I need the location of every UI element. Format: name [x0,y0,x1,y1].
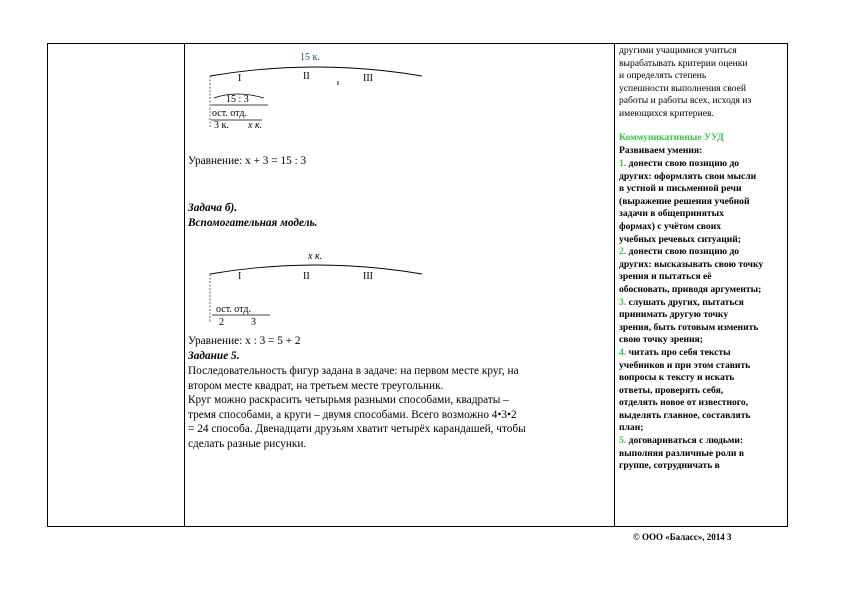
uud-items [614,158,763,473]
uud-item-text: выделять главное, составлять [619,409,751,421]
uud-item-text: группе, сотрудничать в [619,460,720,472]
uud-item-text: отделять новое от известного, [619,397,749,409]
uud-item-line [614,259,763,272]
uud-item-text: других: оформлять свои мысли [619,170,757,182]
uud-item-line [614,171,763,184]
diagram-a-remainder-label: ост. отд. [212,108,247,119]
uud-item-text: других: высказывать свою точку [619,258,764,270]
lesson-table [47,43,788,527]
uud-item-number: 5. [619,435,627,447]
right-top-line: вырабатывать критерии оценки [619,57,748,69]
uud-item-number: 4. [619,346,627,358]
task5-line: втором месте квадрат, на третьем месте треугольник. [188,379,444,392]
diagram-b-part1: I [238,271,242,282]
uud-item-text: зрения, быть готовым изменить [619,321,759,333]
diagram-a-total: 15 к. [300,52,320,63]
uud-item-line [614,334,763,347]
uud-item-text: слушать других, пытаться [628,296,744,308]
diagram-b-part3: III [363,271,373,282]
task5-line: Круг можно раскрасить четырьмя разными способами, квадраты – [188,394,509,407]
diagram-a-left-value: 3 к. [214,120,229,131]
uud-item-text: донести свою позицию до [628,158,740,169]
right-top-line: имеющихся критериев. [619,107,714,119]
uud-item-line [614,347,763,360]
uud-item-text: план; [619,422,644,434]
uud-item-text: ответы, проверять себя, [619,384,724,396]
right-top-text [614,45,751,121]
equation-a: Уравнение: x + 3 = 15 : 3 [188,155,307,167]
right-top-line: и определять степень [619,70,707,82]
diagram-a [196,48,436,138]
develop-label: Развиваем умения: [619,145,703,156]
uud-item-text: донести свою позицию до [628,246,740,258]
uud-item-number: 2. [619,246,627,258]
uud-item-line [614,221,763,234]
diagram-a-part1: I [238,73,242,84]
uud-item-line [614,208,763,221]
uud-item-number: 1. [619,158,627,169]
copyright: © ООО «Баласс», 2014 3 [633,532,732,542]
diagram-b [196,252,436,332]
uud-item-text: читать про себя тексты [628,346,731,358]
task-b-model: Вспомогательная модель. [188,217,318,229]
right-top-line: работы и работы всех, исходя из [619,95,752,107]
uud-item-text: договариваться с людьми: [628,435,744,447]
diagram-a-right-value: x к. [248,120,263,131]
uud-item-text: обосновать, приводя аргументы; [619,283,762,295]
uud-item-line [614,246,763,259]
uud-item-number: 3. [619,296,627,308]
uud-item-line [614,322,763,335]
uud-item-line [614,372,763,385]
diagram-b-part2: II [303,271,310,282]
task-b-title: Задача б). [188,202,238,214]
diagram-b-total: x к. [308,251,323,262]
uud-item-line [614,360,763,373]
uud-item-line [614,196,763,209]
task5-line: = 24 способа. Двенадцати друзьям хватит четырёх карандашей, чтобы [188,423,526,436]
column-divider-left [184,44,185,526]
uud-item-line [614,234,763,247]
uud-item-text: учебных речевых ситуаций; [619,233,741,245]
uud-item-text: в устной и письменной речи [619,183,742,195]
right-top-line: другими учащимися учиться [619,45,737,56]
uud-item-text: (выражение решения учебной [619,195,750,207]
uud-item-line [614,397,763,410]
diagram-a-division: 15 : 3 [226,94,249,105]
uud-item-text: принимать другую точку [619,309,729,321]
uud-item-line [614,448,763,461]
uud-item-line [614,158,763,171]
diagram-a-part2: II [303,71,310,82]
task5-line: сделать разные рисунки. [188,438,307,450]
uud-item-line [614,284,763,297]
diagram-b-right-value: 3 [251,317,256,328]
right-top-line: успешности выполнения своей [619,82,747,94]
task5-title: Задание 5. [188,350,240,362]
uud-item-line [614,435,763,448]
uud-item-line [614,422,763,435]
task5-line: тремя способами, а круги – двумя способами. Всего возможно 4•3•2 [188,408,517,421]
uud-item-text: свою точку зрения; [619,334,703,346]
uud-item-line [614,297,763,310]
uud-item-text: учебников и при этом ставить [619,359,751,371]
solution-column [186,44,614,526]
uud-item-line [614,385,763,398]
comm-heading: Коммуникативные УУД [619,132,724,143]
uud-item-text: вопросы к тексту и искать [619,372,735,384]
uud-column [614,44,788,526]
diagram-a-part3: III [363,73,373,84]
diagram-b-left-value: 2 [219,317,224,328]
uud-item-line [614,183,763,196]
uud-item-line [614,309,763,322]
uud-item-text: формах) с учётом своих [619,220,722,232]
equation-b: Уравнение: x : 3 = 5 + 2 [188,335,301,347]
uud-item-line [614,410,763,423]
diagram-b-remainder-label: ост. отд. [216,304,251,315]
uud-item-line [614,271,763,284]
uud-item-line [614,460,763,473]
uud-item-text: задачи в общепринятых [619,208,724,220]
uud-item-text: зрения и пытаться её [619,271,712,283]
uud-item-text: выполняя различные роли в [619,447,745,459]
task5-line: Последовательность фигур задана в задаче: на первом месте круг, на [188,365,519,377]
